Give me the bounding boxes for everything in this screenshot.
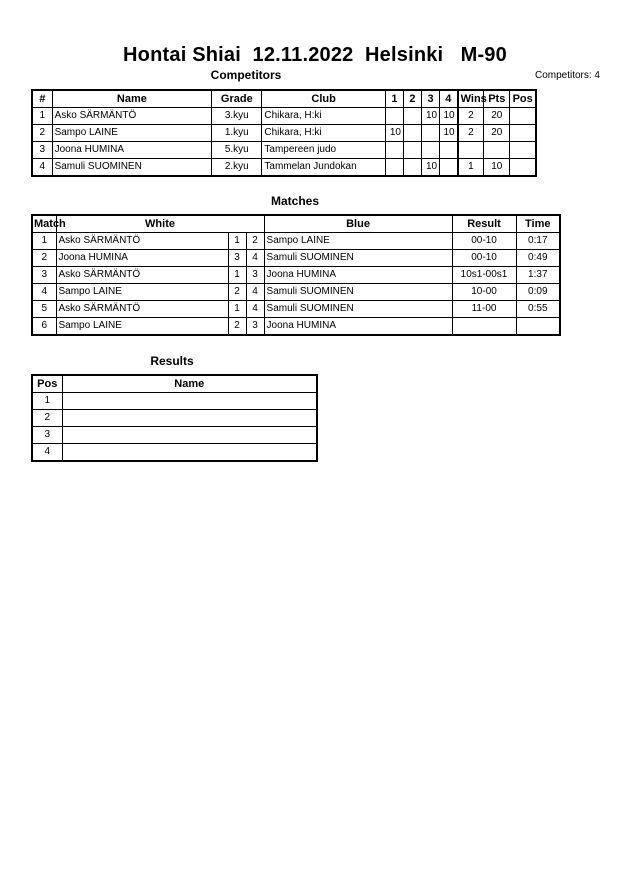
competitor-num: 2	[32, 125, 52, 142]
match-time: 1:37	[516, 267, 560, 284]
competitor-club: Tampereen judo	[262, 142, 385, 159]
competitor-pts: 20	[484, 108, 510, 125]
white-num: 2	[228, 284, 246, 301]
table-row	[32, 444, 317, 462]
score-vs-3: 10	[422, 159, 440, 177]
score-vs-1	[385, 159, 403, 177]
blue-num: 2	[246, 233, 264, 250]
competitor-pos	[510, 142, 536, 159]
score-vs-4: 10	[440, 125, 458, 142]
competitor-pts	[484, 142, 510, 159]
results-heading: Results	[150, 354, 194, 368]
col-header-match: Match	[32, 215, 56, 233]
score-vs-2	[403, 142, 421, 159]
competitor-name: Joona HUMINA	[52, 142, 212, 159]
competitor-name: Samuli SUOMINEN	[52, 159, 212, 177]
match-time: 0:09	[516, 284, 560, 301]
competitor-pos	[510, 125, 536, 142]
blue-fighter: Sampo LAINE	[264, 233, 452, 250]
competitor-wins: 2	[458, 108, 484, 125]
competitor-pos	[510, 108, 536, 125]
match-time: 0:49	[516, 250, 560, 267]
white-fighter: Asko SÄRMÄNTÖ	[56, 301, 228, 318]
table-row	[32, 393, 317, 410]
match-result: 10s1-00s1	[452, 267, 516, 284]
score-vs-3	[422, 142, 440, 159]
blue-num: 4	[246, 301, 264, 318]
page-title: Hontai Shiai 12.11.2022 Helsinki M-90	[123, 44, 507, 66]
match-num: 3	[32, 267, 56, 284]
match-result: 10-00	[452, 284, 516, 301]
result-pos: 4	[32, 444, 62, 462]
matches-table	[31, 214, 561, 336]
col-header-time: Time	[516, 215, 560, 233]
competitors-heading: Competitors	[210, 68, 282, 82]
results-table	[31, 374, 318, 462]
competitors-table	[31, 89, 537, 177]
competitor-grade: 2.kyu	[212, 159, 262, 177]
table-row	[32, 410, 317, 427]
competitor-grade: 1.kyu	[212, 125, 262, 142]
score-vs-1	[385, 108, 403, 125]
match-result: 00-10	[452, 233, 516, 250]
col-header-num: #	[32, 90, 52, 108]
competitor-name: Asko SÄRMÄNTÖ	[52, 108, 212, 125]
score-vs-3	[422, 125, 440, 142]
table-row	[32, 159, 536, 177]
result-name	[62, 393, 317, 410]
match-num: 4	[32, 284, 56, 301]
blue-num: 3	[246, 318, 264, 336]
blue-num: 3	[246, 267, 264, 284]
score-vs-1: 10	[385, 125, 403, 142]
score-vs-1	[385, 142, 403, 159]
match-result: 11-00	[452, 301, 516, 318]
match-time: 0:55	[516, 301, 560, 318]
competitor-club: Tammelan Jundokan	[262, 159, 385, 177]
score-vs-2	[403, 159, 421, 177]
score-vs-4	[440, 142, 458, 159]
table-row	[32, 301, 560, 318]
blue-fighter: Joona HUMINA	[264, 267, 452, 284]
table-row	[32, 267, 560, 284]
blue-fighter: Joona HUMINA	[264, 318, 452, 336]
col-header-grade: Grade	[212, 90, 262, 108]
col-header-result: Result	[452, 215, 516, 233]
matches-header-row	[32, 215, 560, 233]
col-header-opp3: 3	[422, 90, 440, 108]
competitor-pts: 20	[484, 125, 510, 142]
col-header-opp4: 4	[440, 90, 458, 108]
result-pos: 1	[32, 393, 62, 410]
results-header-row	[32, 375, 317, 393]
competitor-num: 4	[32, 159, 52, 177]
table-row	[32, 142, 536, 159]
match-num: 2	[32, 250, 56, 267]
competitors-count: Competitors: 4	[534, 70, 600, 81]
white-num: 1	[228, 267, 246, 284]
white-fighter: Sampo LAINE	[56, 318, 228, 336]
blue-num: 4	[246, 284, 264, 301]
col-header-white: White	[56, 215, 264, 233]
table-row	[32, 318, 560, 336]
competitor-club: Chikara, H:ki	[262, 108, 385, 125]
result-name	[62, 444, 317, 462]
blue-num: 4	[246, 250, 264, 267]
white-fighter: Joona HUMINA	[56, 250, 228, 267]
competitor-wins: 2	[458, 125, 484, 142]
matches-heading: Matches	[270, 194, 320, 208]
competitor-club: Chikara, H:ki	[262, 125, 385, 142]
white-fighter: Asko SÄRMÄNTÖ	[56, 233, 228, 250]
white-fighter: Sampo LAINE	[56, 284, 228, 301]
competitor-num: 1	[32, 108, 52, 125]
blue-fighter: Samuli SUOMINEN	[264, 250, 452, 267]
score-vs-2	[403, 125, 421, 142]
table-row	[32, 233, 560, 250]
col-header-name: Name	[62, 375, 317, 393]
table-row	[32, 125, 536, 142]
result-pos: 3	[32, 427, 62, 444]
match-num: 5	[32, 301, 56, 318]
table-row	[32, 108, 536, 125]
blue-fighter: Samuli SUOMINEN	[264, 284, 452, 301]
white-num: 1	[228, 301, 246, 318]
col-header-pos: Pos	[32, 375, 62, 393]
col-header-pts: Pts	[484, 90, 510, 108]
table-row	[32, 427, 317, 444]
white-num: 3	[228, 250, 246, 267]
white-num: 1	[228, 233, 246, 250]
result-name	[62, 410, 317, 427]
col-header-blue: Blue	[264, 215, 452, 233]
col-header-name: Name	[52, 90, 212, 108]
col-header-pos: Pos	[510, 90, 536, 108]
competitor-pts: 10	[484, 159, 510, 177]
white-fighter: Asko SÄRMÄNTÖ	[56, 267, 228, 284]
result-name	[62, 427, 317, 444]
white-num: 2	[228, 318, 246, 336]
match-result	[452, 318, 516, 336]
competitor-num: 3	[32, 142, 52, 159]
competitor-grade: 3.kyu	[212, 108, 262, 125]
score-vs-3: 10	[422, 108, 440, 125]
col-header-opp2: 2	[403, 90, 421, 108]
col-header-wins: Wins	[458, 90, 484, 108]
competitor-name: Sampo LAINE	[52, 125, 212, 142]
competitor-wins: 1	[458, 159, 484, 177]
score-vs-4: 10	[440, 108, 458, 125]
match-result: 00-10	[452, 250, 516, 267]
score-vs-2	[403, 108, 421, 125]
match-num: 1	[32, 233, 56, 250]
blue-fighter: Samuli SUOMINEN	[264, 301, 452, 318]
table-row	[32, 284, 560, 301]
col-header-opp1: 1	[385, 90, 403, 108]
match-time	[516, 318, 560, 336]
table-row	[32, 250, 560, 267]
match-time: 0:17	[516, 233, 560, 250]
competitor-grade: 5.kyu	[212, 142, 262, 159]
result-pos: 2	[32, 410, 62, 427]
score-vs-4	[440, 159, 458, 177]
col-header-club: Club	[262, 90, 385, 108]
competitor-pos	[510, 159, 536, 177]
competitor-wins	[458, 142, 484, 159]
match-num: 6	[32, 318, 56, 336]
competitors-header-row	[32, 90, 536, 108]
